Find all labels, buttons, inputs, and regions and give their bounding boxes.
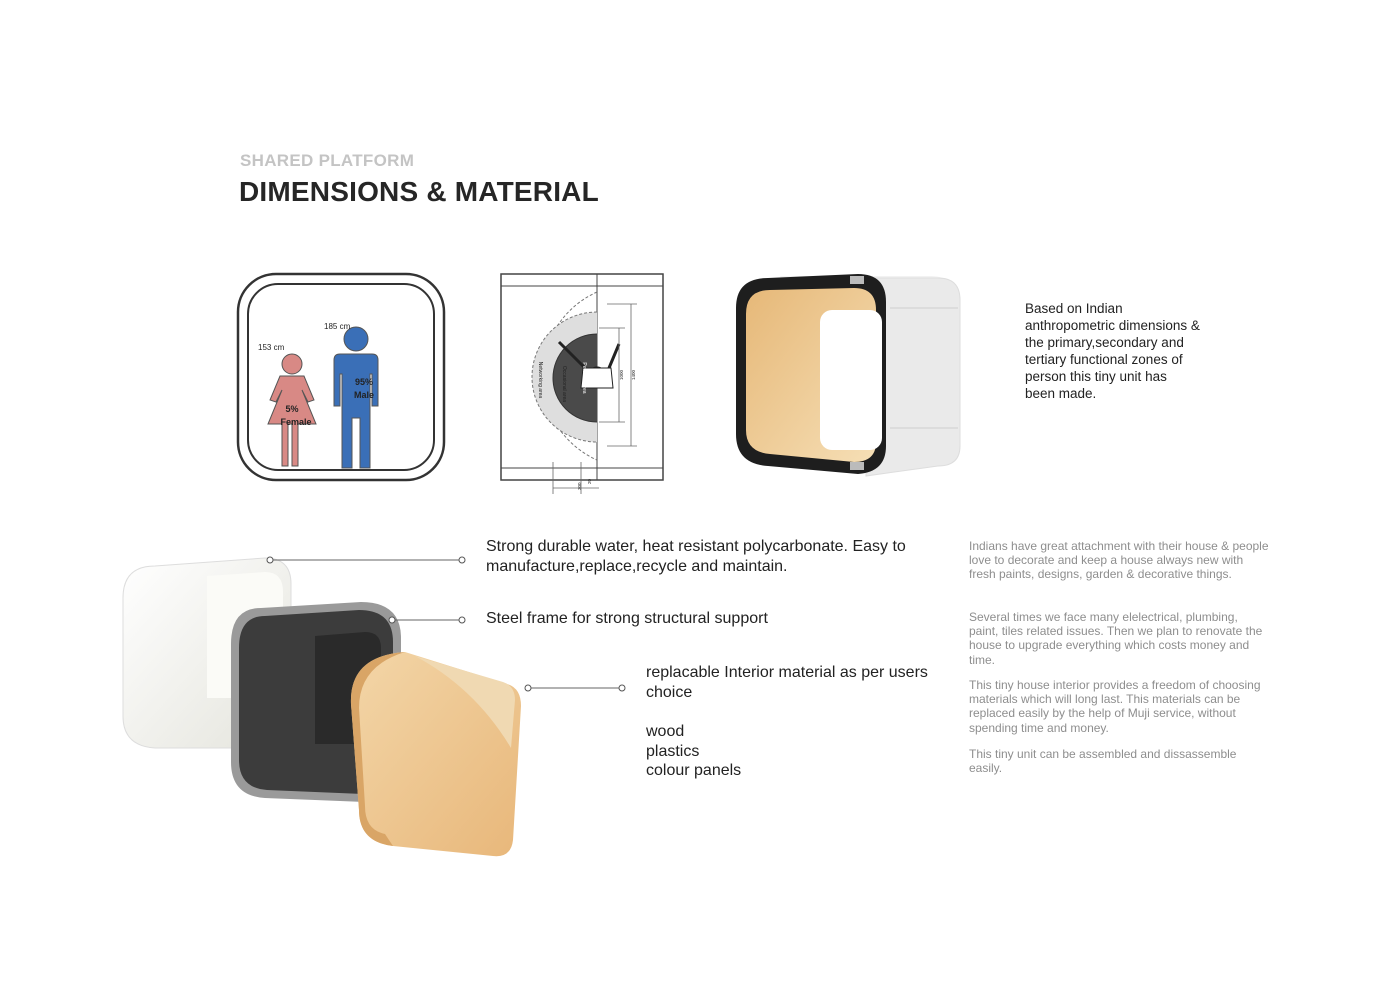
paragraph-assembly: This tiny unit can be assembled and dissassemble easily. — [969, 747, 1237, 776]
zone-label-personal: Personal area — [581, 362, 587, 394]
callout-interior: replacable Interior material as per users choice — [646, 664, 928, 701]
male-percent: 95% — [354, 377, 374, 387]
female-percent: 5% — [285, 404, 299, 414]
dim-20: 20 — [587, 478, 592, 484]
dim-1000: 1000 — [619, 369, 624, 381]
dim-300: 300 — [577, 482, 582, 490]
male-height-label: 185 cm — [324, 322, 351, 331]
paragraph-attachment: Indians have great attachment with their house & people love to decorate and keep a house always new with fresh paints, designs, garden & decorative things. — [969, 539, 1269, 582]
page-title: DIMENSIONS & MATERIAL — [239, 176, 599, 207]
paragraph-freedom: This tiny house interior provides a freedom of choosing materials which will long last. This materials can be replaced easily by the help of Muji service, without spending time and money. — [969, 678, 1261, 735]
unit-render — [730, 270, 990, 490]
callout-shell: Strong durable water, heat resistant polycarbonate. Easy to manufacture,replace,recycle and maintain. — [486, 538, 906, 575]
female-height-label: 153 cm — [258, 343, 285, 352]
paragraph-issues: Several times we face many elelectrical, plumbing, paint, tiles related issues. Then we plan to renovate the house to upgrade everything which costs money and time. — [969, 610, 1263, 667]
anthropometric-diagram — [236, 272, 448, 484]
materials-list — [646, 722, 741, 781]
material-item: colour panels — [646, 762, 742, 779]
zone-label-networking: Networking area — [537, 361, 543, 399]
functional-zones-plan — [499, 272, 665, 497]
material-item: wood — [646, 723, 685, 740]
material-item: plastics — [646, 742, 700, 760]
design-description: Based on Indian anthropometric dimensions & the primary,secondary and tertiary functional zones of person this tiny unit has been made. — [1025, 301, 1200, 401]
section-subtitle: SHARED PLATFORM — [240, 151, 415, 170]
callout-frame: Steel frame for strong structural support — [486, 610, 768, 627]
dim-1400: 1400 — [631, 369, 636, 381]
male-label: Male — [353, 390, 375, 400]
female-label: Female — [280, 417, 312, 427]
zone-label-occasional: Occasional area — [561, 365, 567, 403]
